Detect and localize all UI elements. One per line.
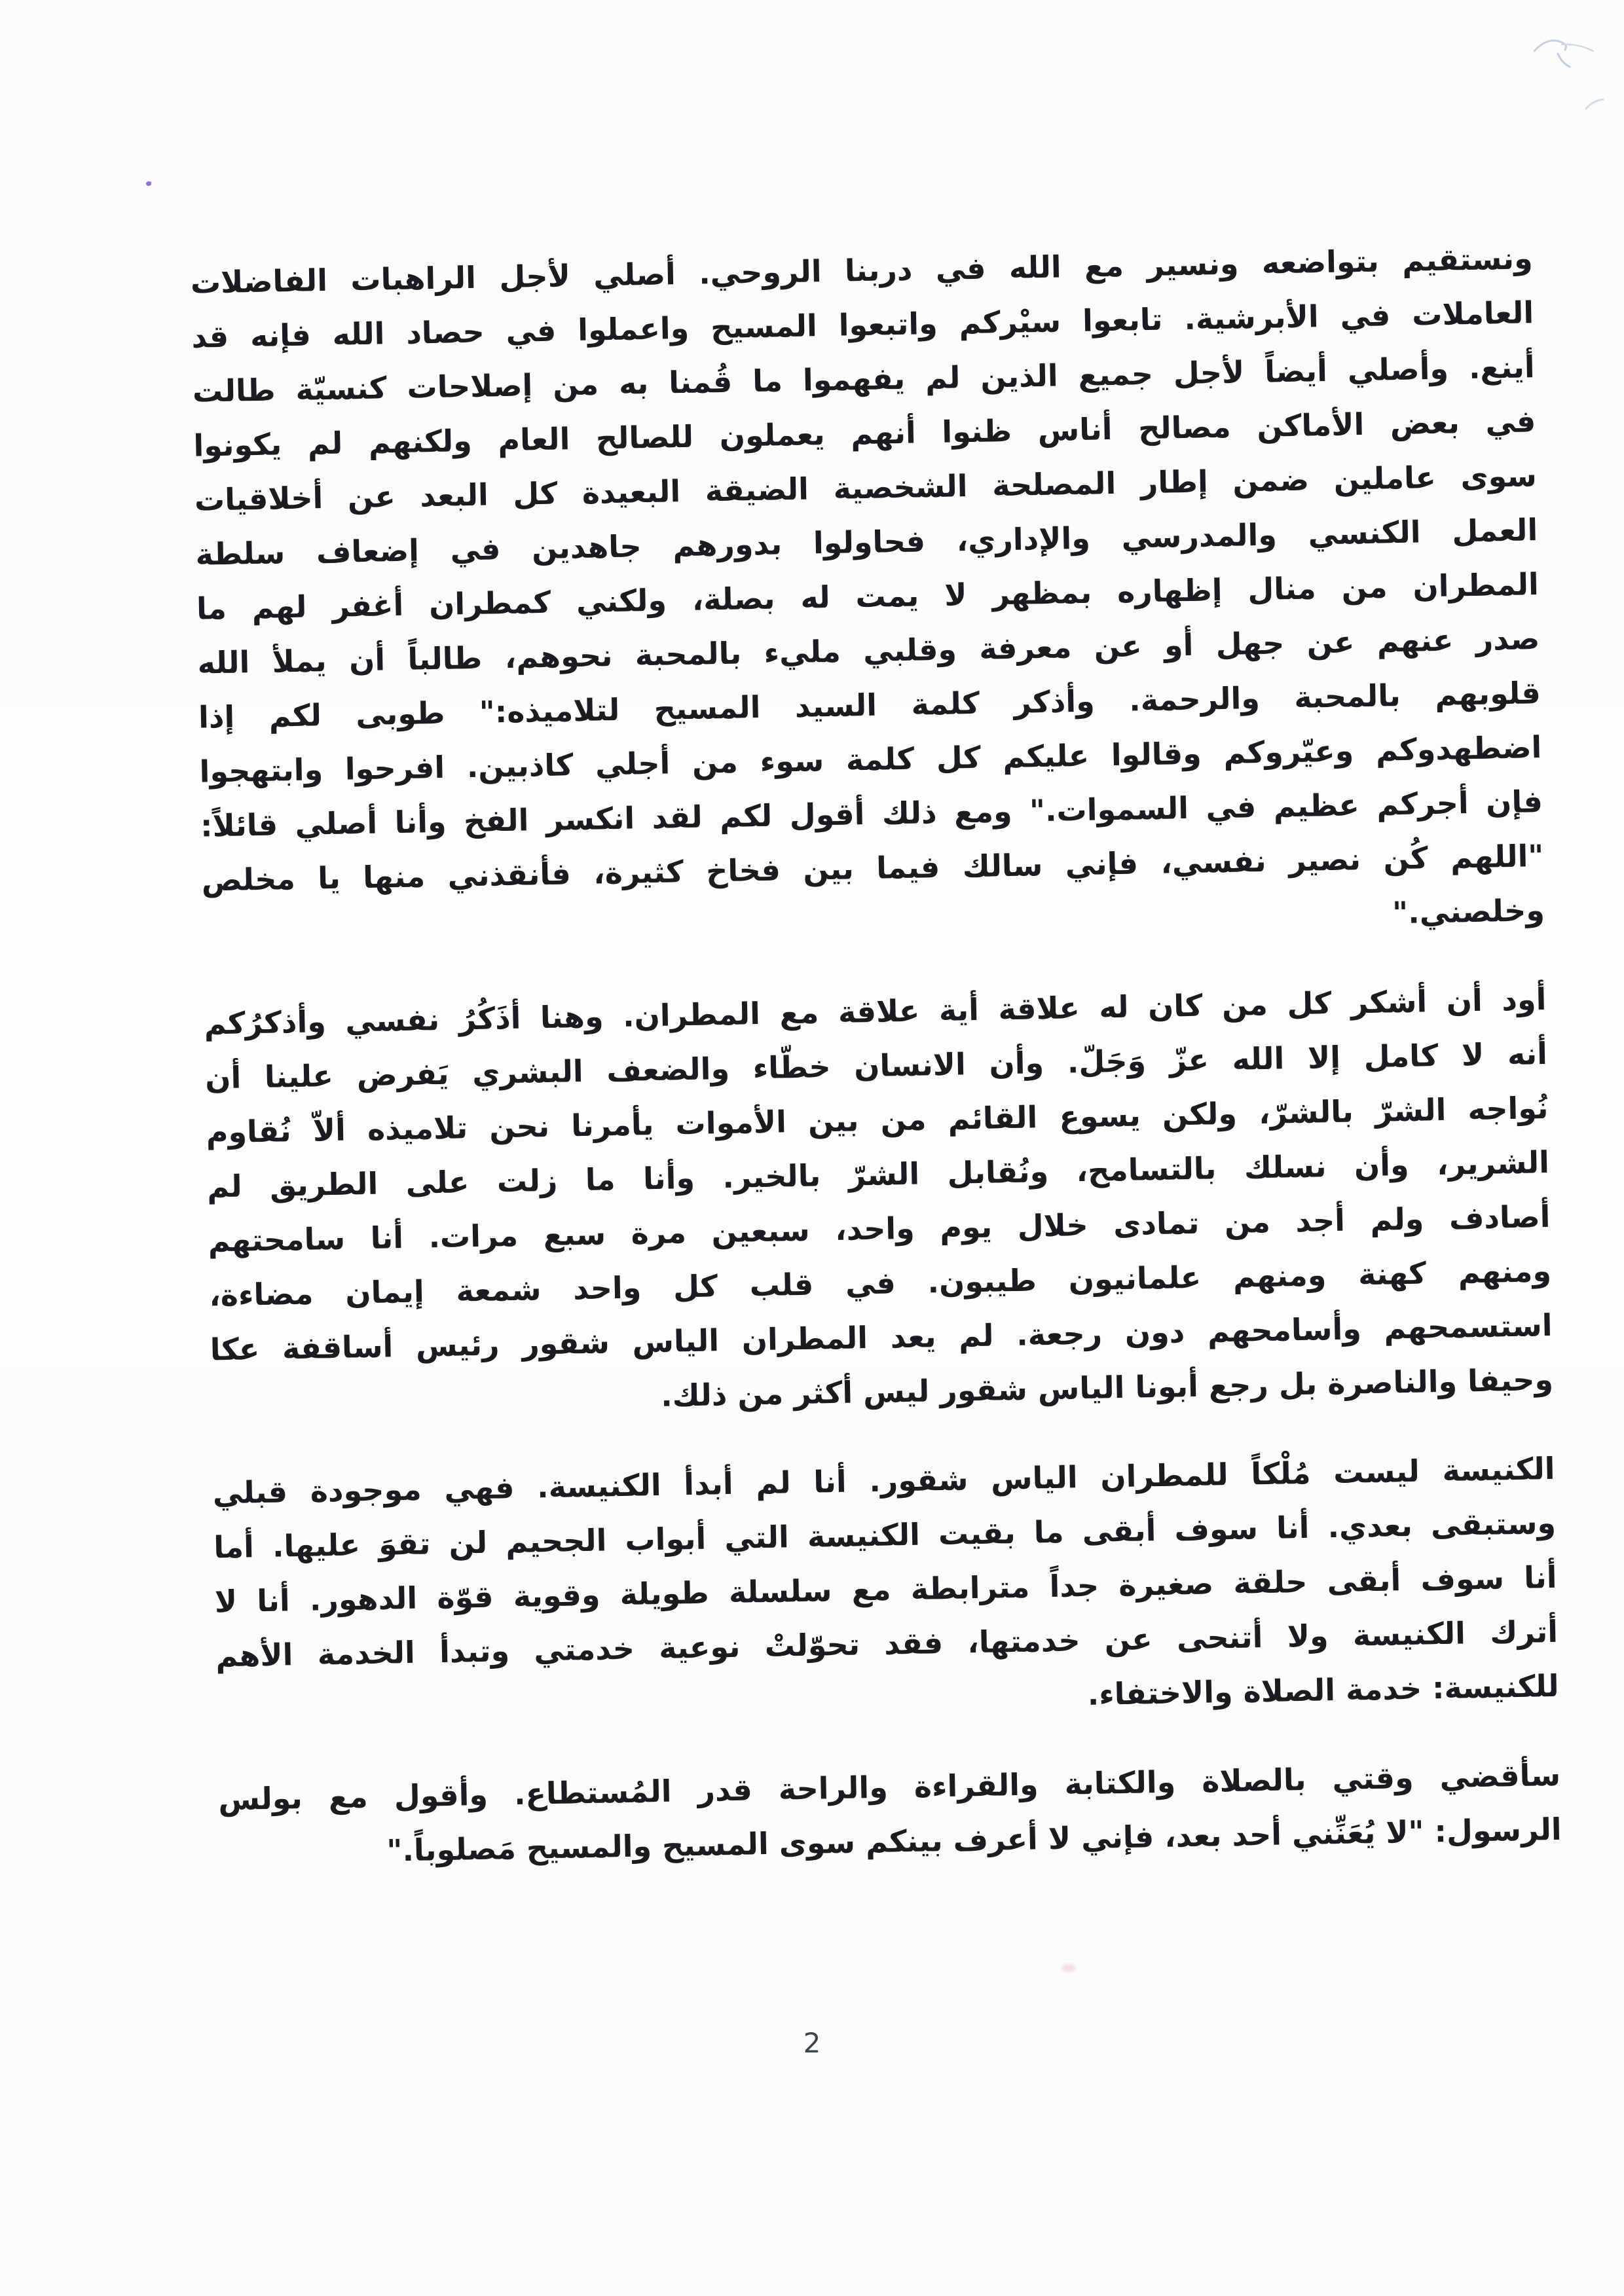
text-line: الرسول: "لا يُعَنِّني أحد بعد، فإني لا أعرف بينكم سوى المسيح والمسيح مَصلوباً." xyxy=(386,1811,1562,1868)
text-line: وخلصني." xyxy=(1392,892,1545,931)
text-line: ومنهم كهنة ومنهم علمانيون طيبون. في قلب كل واحد شمعة إيمان مضاءة، xyxy=(208,1252,1552,1313)
scan-scribble-mark xyxy=(1529,25,1601,77)
text-line: الكنيسة ليست مُلْكاً للمطران الياس شقور. أنا لم أبدأ الكنيسة. فهي موجودة قبلي xyxy=(212,1450,1555,1511)
paragraph-4 xyxy=(218,1748,1562,1882)
text-line: وستبقى بعدي. أنا سوف أبقى ما بقيت الكنيسة التي أبواب الجحيم لن تقوَ عليها. أما xyxy=(213,1504,1557,1565)
text-line: اضطهدوكم وعيّروكم وقالوا عليكم كل كلمة سوء من أجلي كاذبين. افرحوا وابتهجوا xyxy=(199,729,1542,790)
text-line: فإن أجركم عظيم في السموات." ومع ذلك أقول لكم لقد انكسر الفخ وأنا أصلي قائلاً: xyxy=(200,784,1543,844)
paragraph-3 xyxy=(212,1442,1559,1738)
page-number: 2 xyxy=(803,2027,821,2059)
text-line: الشرير، وأن نسلك بالتسامح، ونُقابل الشرّ بالخير. وأنا ما زلت على الطريق لم xyxy=(206,1144,1550,1205)
text-line: في بعض الأماكن مصالح أناس ظنوا أنهم يعملون للصالح العام ولكنهم لم يكونوا xyxy=(193,403,1536,464)
text-line: المطران من منال إظهاره بمظهر لا يمت له بصلة، ولكني كمطران أغفر لهم ما xyxy=(196,566,1540,627)
text-line: صدر عنهم عن جهل أو عن معرفة وقلبي مليء بالمحبة نحوهم، طالباً أن يملأ الله xyxy=(197,621,1540,681)
text-line: قلوبهم بالمحبة والرحمة. وأذكر كلمة السيد المسيح لتلاميذه:" طوبى لكم إذا xyxy=(198,675,1541,735)
text-line: العمل الكنسي والمدرسي والإداري، فحاولوا بدورهم جاهدين في إضعاف سلطة xyxy=(195,512,1538,572)
text-line: سوى عاملين ضمن إطار المصلحة الشخصية الضيقة البعيدة كل البعد عن أخلاقيات xyxy=(194,458,1538,518)
text-line: للكنيسة: خدمة الصلاة والاختفاء. xyxy=(1087,1667,1560,1713)
text-line: "اللهم كُن نصير نفسي، فإني سالك فيما بين فخاخ كثيرة، فأنقذني منها يا مخلص xyxy=(201,838,1544,898)
ink-speck xyxy=(146,181,151,186)
text-line: سأقضي وقتي بالصلاة والكتابة والقراءة والراحة قدر المُستطاع. وأقول مع بولس xyxy=(217,1757,1561,1817)
text-line: أود أن أشكر كل من كان له علاقة أية علاقة مع المطران. وهنا أذَكُرُ نفسي وأذكرُكم xyxy=(204,981,1547,1042)
text-line: أنه لا كامل إلا الله عزّ وَجَلّ. وأن الانسان خطّاء والضعف البشري يَفرض علينا أن xyxy=(204,1036,1548,1096)
scan-smudge xyxy=(1062,1964,1075,1972)
text-line: أينع. وأصلي أيضاً لأجل جميع الذين لم يفهموا ما قُمنا به من إصلاحات كنسيّة طالت xyxy=(192,349,1536,409)
paragraph-2 xyxy=(204,972,1554,1431)
text-line: نُواجه الشرّ بالشرّ، ولكن يسوع القائم من بين الأموات يأمرنا نحن تلاميذه ألاّ نُقاوم xyxy=(206,1089,1549,1150)
text-line: استسمحهم وأسامحهم دون رجعة. لم يعد المطران الياس شقور رئيس أساقفة عكا xyxy=(210,1307,1553,1368)
text-line: أصادف ولم أجد من تمادى خلال يوم واحد، سبعين مرة سبع مرات. أنا سامحتهم xyxy=(208,1198,1551,1259)
text-line: ونستقيم بتواضعه ونسير مع الله في دربنا الروحي. أصلي لأجل الراهبات الفاضلات xyxy=(190,240,1534,301)
text-line: أترك الكنيسة ولا أتنحى عن خدمتها، فقد تحوّلتْ نوعية خدمتي وتبدأ الخدمة الأهم xyxy=(215,1613,1559,1674)
text-block xyxy=(190,231,1562,1881)
text-line: العاملات في الأبرشية. تابعوا سيْركم واتبعوا المسيح واعملوا في حصاد الله فإنه قد xyxy=(191,295,1534,355)
text-line: أنا سوف أبقى حلقة صغيرة جداً مترابطة مع سلسلة طويلة وقوية قوّة الدهور. أنا لا xyxy=(214,1559,1557,1620)
scan-tick-mark xyxy=(1583,96,1606,113)
text-line: وحيفا والناصرة بل رجع أبونا الياس شقور ليس أكثر من ذلك. xyxy=(660,1361,1554,1413)
paragraph-1 xyxy=(190,231,1545,962)
